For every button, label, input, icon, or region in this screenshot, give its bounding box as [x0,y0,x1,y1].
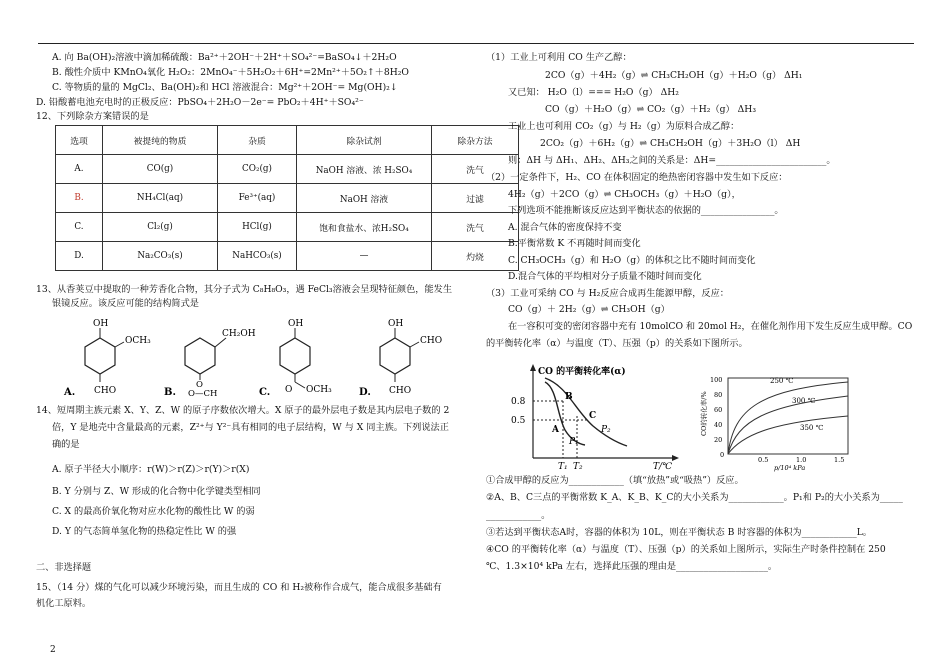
r-option-a: A. 混合气体的密度保持不变 [508,222,622,233]
table-cell: HCl(g) [218,213,297,242]
mol-b-label: B. [164,387,176,398]
table-header: 被提纯的物质 [103,126,218,155]
q14-stem-1: 14、短周期主族元素 X、Y、Z、W 的原子序数依次增大。X 原子的最外层电子数是其内层电子数的 2 [36,405,450,416]
q11-option-a: A. 向 Ba(OH)₂溶液中滴加稀硫酸：Ba²⁺＋2OH⁻＋2H⁺＋SO₄²⁻=BaSO₄↓＋2H₂O [52,52,397,63]
q14-option-c: C. X 的最高价氧化物对应水化物的酸性比 W 的弱 [52,506,255,517]
r-line: 的平衡转化率（α）与温度（T）、压强（p）的关系如下图所示。 [486,338,748,349]
chart-co-conversion-temperature [505,360,685,472]
table-cell: CO(g) [103,155,218,184]
molecule-b [160,316,260,398]
q13-stem-2: 银镜反应。该反应可能的结构简式是 [52,298,199,309]
y-tick: 0.5 [511,416,526,426]
table-cell: C. [56,213,103,242]
mol-a-label: A. [64,387,76,398]
mol-a-bottom: CHO [94,386,117,396]
table-header: 除杂试剂 [297,126,432,155]
point-b: B [565,392,573,402]
y-tick: 20 [714,436,723,444]
y-tick: 80 [714,391,723,399]
mol-a-side: OCH₃ [125,336,151,346]
table-row [56,242,519,271]
r-option-b: B.平衡常数 K 不再随时间而变化 [508,238,641,249]
r-sub-2b: ____________。 [486,510,551,521]
q11-option-d: D. 铅酸蓄电池充电时的正极反应：PbSO₄＋2H₂O－2e⁻= PbO₂＋4H⁺＋SO₄²⁻ [36,97,364,108]
mol-b-och: O—CH [188,389,218,398]
x-tick: 1.0 [796,456,807,464]
legend-250: 250 ℃ [770,377,794,385]
table-cell: CO₂(g) [218,155,297,184]
r-line: 则：ΔH 与 ΔH₁、ΔH₂、ΔH₃之间的关系是：ΔH=________________________。 [508,155,836,166]
r-sub-4: ④CO 的平衡转化率（α）与温度（T）、压强（p）的关系如上图所示，实际生产时条件控制在 250 [486,544,886,555]
table-cell: 过滤 [432,184,519,213]
table-cell: 饱和食盐水、浓H₂SO₄ [297,213,432,242]
y-tick: 60 [714,406,723,414]
molecule-c [255,316,365,398]
legend-350: 350 ℃ [800,424,824,432]
table-cell: 灼烧 [432,242,519,271]
table-row [56,155,519,184]
mol-c-label: C. [259,387,271,398]
legend-300: 300 ℃ [792,397,816,405]
q14-option-a: A. 原子半径大小顺序：r(W)＞r(Z)＞r(Y)＞r(X) [52,464,250,475]
table-cell: NaOH 溶液、浓 H₂SO₄ [297,155,432,184]
x-unit: T/℃ [653,462,673,472]
table-cell: 洗气 [432,213,519,242]
mol-c-top: OH [288,319,304,329]
r-option-d: D.混合气体的平均相对分子质量不随时间而变化 [508,271,702,282]
r-line: CO（g）＋ 2H₂（g）⇌ CH₃OH（g） [508,304,670,315]
mol-a-top: OH [93,319,109,329]
table-cell: Na₂CO₃(s) [103,242,218,271]
mol-d-top: OH [388,319,404,329]
mol-b-top: CH₂OH [222,329,256,339]
top-rule [38,43,914,44]
x-tick: T₂ [573,462,583,472]
point-a: A [552,425,559,435]
x-tick: T₁ [558,462,568,472]
table-cell: 洗气 [432,155,519,184]
q15-stem-1: 15、（14 分）煤的气化可以减少环境污染，而且生成的 CO 和 H₂被称作合成气，能合成很多基础有 [36,582,442,593]
series-p2: P₂ [601,425,611,435]
mol-b-o: O [196,380,203,390]
y-label: CO的转化率/% [700,391,708,436]
r-line: （2）一定条件下，H₂、CO 在体积固定的绝热密闭容器中发生如下反应： [486,172,788,183]
mol-d-label: D. [359,387,371,398]
q14-stem-3: 确的是 [52,439,80,450]
table-cell: D. [56,242,103,271]
table-cell: Fe³⁺(aq) [218,184,297,213]
table-cell: Cl₂(g) [103,213,218,242]
r-option-c: C. CH₃OCH₃（g）和 H₂O（g）的体积之比不随时间而变化 [508,255,756,266]
mol-c-side: OCH₃ [306,385,332,395]
q14-stem-2: 倍，Y 是地壳中含量最高的元素，Z²⁺与 Y²⁻具有相同的电子层结构，W 与 X 同主族。下列说法正 [52,422,449,433]
table-header: 除杂方法 [432,126,519,155]
x-tick: 0.5 [758,456,769,464]
table-header: 杂质 [218,126,297,155]
series-300-curve [728,396,848,454]
r-sub-1: ①合成甲醇的反应为____________（填“放热”或“吸热”）反应。 [486,475,744,486]
r-line: （1）工业上可利用 CO 生产乙醇： [486,52,632,63]
r-sub-3: ③若达到平衡状态A时，容器的体积为 10L，则在平衡状态 B 时容器的体积为____________L。 [486,527,872,538]
mol-d-bottom: CHO [389,386,412,396]
r-line: 2CO（g）＋4H₂（g）⇌ CH₃CH₂OH（g）＋H₂O（g） ΔH₁ [545,70,803,81]
chart-co-conversion-pressure [700,368,860,472]
table-header: 选项 [56,126,103,155]
molecule-a [60,316,160,398]
q14-option-b: B. Y 分别与 Z、W 形成的化合物中化学键类型相同 [52,486,261,497]
y-tick: 0.8 [511,397,526,407]
r-sub-4b: ℃、1.3×10⁴ kPa 左右，选择此压强的理由是____________________。 [486,561,778,572]
series-p1: P₁ [569,437,579,447]
table-row [56,184,519,213]
r-line: 下列选项不能推断该反应达到平衡状态的依据的________________。 [508,205,784,216]
r-line: 2CO₂（g）＋6H₂（g）⇌ CH₃CH₂OH（g）＋3H₂O（l） ΔH [540,138,801,149]
y-tick: 40 [714,421,723,429]
r-line: 4H₂（g）＋2CO（g）⇌ CH₃OCH₃（g）＋H₂O（g）， [508,189,741,200]
table-cell: B. [56,184,103,213]
table-cell: A. [56,155,103,184]
table-cell: — [297,242,432,271]
x-label: p/10⁴ kPa [774,464,806,472]
x-tick: 1.5 [834,456,845,464]
q12-stem: 12、下列除杂方案错误的是 [36,111,149,122]
series-350-curve [728,416,848,454]
y-tick: 100 [710,376,723,384]
q14-option-d: D. Y 的气态简单氢化物的热稳定性比 W 的强 [52,526,237,537]
q12-table [55,125,519,271]
mol-d-side: CHO [420,336,443,346]
molecule-d [355,316,455,398]
section-title: 二、非选择题 [36,562,92,573]
table-cell: NaHCO₃(s) [218,242,297,271]
r-line: 在一容积可变的密闭容器中充有 10molCO 和 20mol H₂，在催化剂作用下发生反应生成甲醇。CO [508,321,913,332]
table-cell: NaOH 溶液 [297,184,432,213]
q11-option-b: B. 酸性介质中 KMnO₄氧化 H₂O₂：2MnO₄⁻＋5H₂O₂＋6H⁺=2Mn²⁺＋5O₂↑＋8H₂O [52,67,409,78]
y-tick: 0 [720,451,725,459]
r-line: CO（g）＋H₂O（g）⇌ CO₂（g）＋H₂（g） ΔH₃ [545,104,756,115]
point-c: C [589,411,597,421]
page-number: 2 [50,645,56,655]
q13-stem-1: 13、从香荚豆中提取的一种芳香化合物，其分子式为 C₈H₈O₃，遇 FeCl₃溶液会呈现特征颜色，能发生 [36,284,453,295]
chart-title: CO 的平衡转化率(α) [538,367,626,377]
r-line: 又已知： H₂O（l）=== H₂O（g） ΔH₂ [508,87,679,98]
table-row [56,213,519,242]
r-line: （3）工业可采纳 CO 与 H₂反应合成再生能源甲醇，反应： [486,288,729,299]
r-line: 工业上也可利用 CO₂（g）与 H₂（g）为原料合成乙醇： [508,121,740,132]
q11-option-c: C. 等物质的量的 MgCl₂、Ba(OH)₂和 HCl 溶液混合：Mg²⁺＋2OH⁻= Mg(OH)₂↓ [52,82,398,93]
mol-c-o: O [285,385,293,395]
series-p2-curve [545,378,627,446]
q15-stem-2: 机化工原料。 [36,598,92,609]
r-sub-2: ②A、B、C三点的平衡常数 K_A、K_B、K_C的大小关系为____________。P₁和 P₂的大小关系为_____ [486,492,903,503]
table-cell: NH₄Cl(aq) [103,184,218,213]
